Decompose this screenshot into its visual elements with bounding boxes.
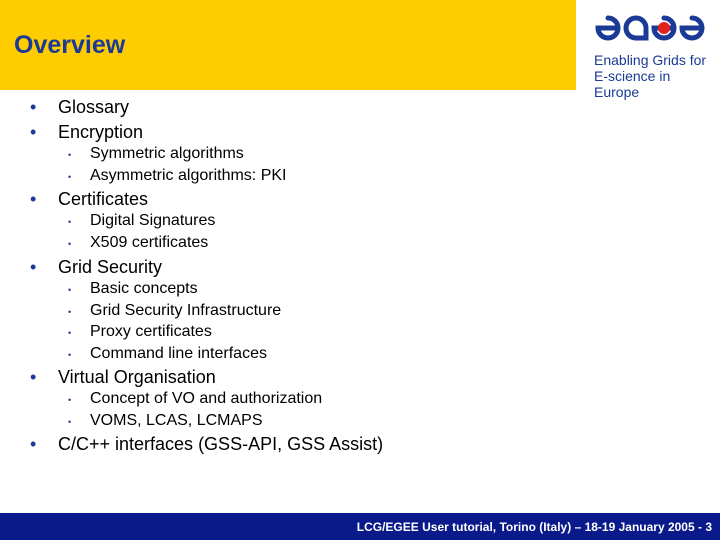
outline-subitem: Basic concepts	[90, 280, 198, 297]
outline-subitem: Grid Security Infrastructure	[90, 302, 282, 319]
outline-subitem: Symmetric algorithms	[90, 145, 244, 162]
footer-text: LCG/EGEE User tutorial, Torino (Italy) – 18-19 January 2005 - 3	[356, 520, 712, 534]
logo-tagline-2: E-science in Europe	[594, 68, 671, 100]
sub-bullet-icon: •	[68, 307, 72, 317]
sub-bullet-icon: •	[68, 417, 72, 427]
bullet-icon: •	[30, 367, 37, 387]
outline-subitem: VOMS, LCAS, LCMAPS	[90, 412, 263, 429]
bullet-icon: •	[30, 189, 37, 209]
outline-item: Glossary	[58, 97, 130, 117]
outline-subitem: X509 certificates	[90, 234, 209, 251]
bullet-icon: •	[30, 257, 37, 277]
sub-bullet-icon: •	[68, 285, 72, 295]
bullet-icon: •	[30, 97, 37, 117]
outline-subitem: Command line interfaces	[90, 345, 267, 362]
logo-tagline-1: Enabling Grids for	[594, 52, 707, 68]
sub-bullet-icon: •	[68, 395, 72, 405]
sub-bullet-icon: •	[68, 239, 72, 249]
outline-item: Certificates	[58, 189, 149, 209]
sub-bullet-icon: •	[68, 172, 72, 182]
sub-bullet-icon: •	[68, 217, 72, 227]
outline-subitem: Proxy certificates	[90, 323, 212, 340]
footer-bar	[0, 513, 720, 540]
slide-title: Overview	[14, 31, 126, 59]
outline-item: Encryption	[58, 122, 144, 142]
outline-subitem: Concept of VO and authorization	[90, 390, 323, 407]
outline-item: Grid Security	[58, 257, 163, 277]
outline-subitem: Asymmetric algorithms: PKI	[90, 167, 287, 184]
sub-bullet-icon: •	[68, 150, 72, 160]
sub-bullet-icon: •	[68, 350, 72, 360]
bullet-icon: •	[30, 434, 37, 454]
outline-item: Virtual Organisation	[58, 367, 216, 387]
bullet-icon: •	[30, 122, 37, 142]
outline-item: C/C++ interfaces (GSS-API, GSS Assist)	[58, 434, 384, 454]
outline-subitem: Digital Signatures	[90, 212, 216, 229]
sub-bullet-icon: •	[68, 328, 72, 338]
